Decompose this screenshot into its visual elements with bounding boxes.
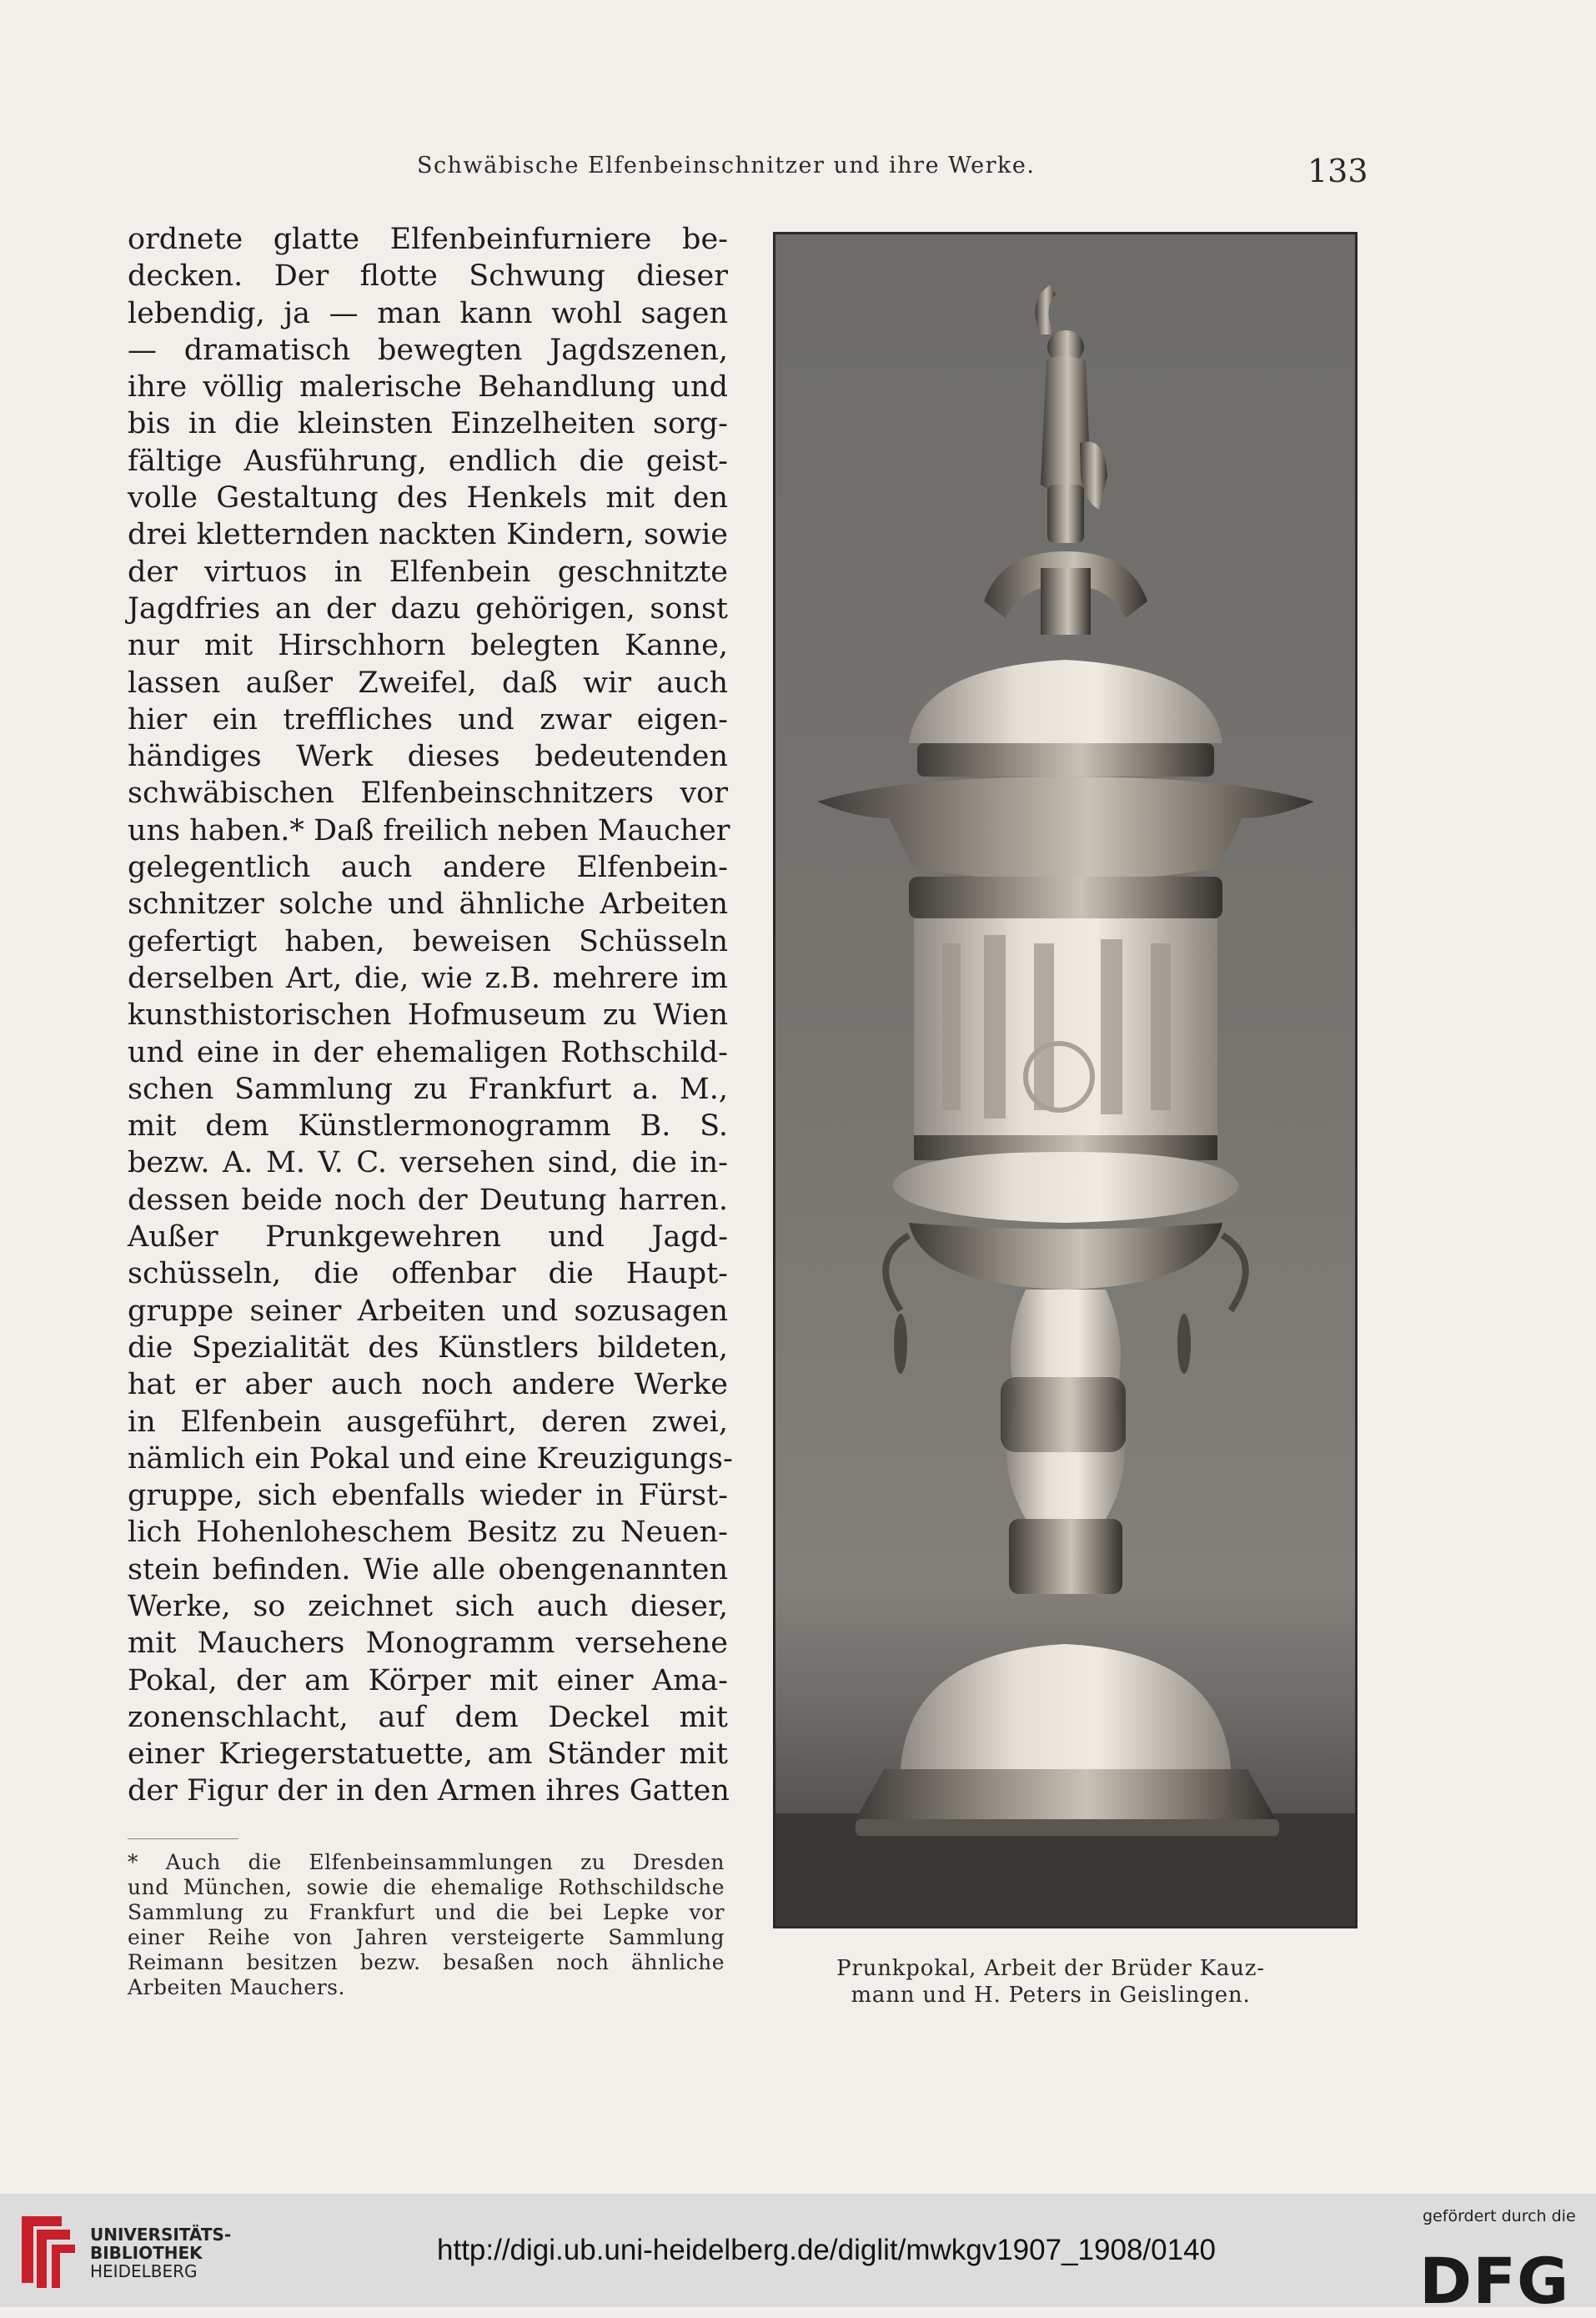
body-line: schen Sammlung zu Frankfurt a. M., <box>128 1072 728 1106</box>
body-line: decken. Der flotte Schwung dieser <box>128 259 728 294</box>
body-line: Werke, so zeichnet sich auch dieser, <box>128 1589 728 1623</box>
body-line: derselben Art, die, wie z.B. mehrere im <box>128 961 728 995</box>
body-line: schüsseln, die offenbar die Haupt- <box>128 1257 728 1291</box>
body-line: gefertigt haben, beweisen Schüsseln <box>128 924 728 958</box>
footnote-line: und München, sowie die ehemalige Rothschildsche <box>128 1875 725 1899</box>
running-header: Schwäbische Elfenbeinschnitzer und ihre Werke. <box>417 153 1036 179</box>
goblet-photograph <box>773 232 1358 1928</box>
body-line: lassen außer Zweifel, daß wir auch <box>128 666 728 700</box>
body-line: stein befinden. Wie alle obengenannten <box>128 1552 728 1586</box>
ub-heidelberg-logo-icon[interactable] <box>15 2208 78 2291</box>
body-line: uns haben.* Daß freilich neben Maucher <box>128 813 730 847</box>
library-name[interactable] <box>90 2225 231 2280</box>
body-line: Jagdfries an der dazu gehörigen, sonst <box>128 591 728 626</box>
body-line: mit dem Künstlermonogramm B. S. <box>128 1109 728 1144</box>
figure-caption <box>817 1955 1284 2009</box>
library-name-line: BIBLIOTHEK <box>90 2243 203 2263</box>
caption-line: mann und H. Peters in Geislingen. <box>851 1983 1251 2008</box>
body-line: lich Hohenloheschem Besitz zu Neuen- <box>128 1516 728 1550</box>
body-line: bis in die kleinsten Einzelheiten sorg- <box>128 407 728 441</box>
body-line: dessen beide noch der Deutung harren. <box>128 1183 728 1217</box>
body-line: — dramatisch bewegten Jagdszenen, <box>128 333 728 367</box>
footnote-line: Arbeiten Mauchers. <box>128 1975 345 1999</box>
footnote-line: Sammlung zu Frankfurt und die bei Lepke vor <box>128 1900 725 1924</box>
body-line: schnitzer solche und ähnliche Arbeiten <box>128 887 728 922</box>
body-line: mit Mauchers Monogramm versehene <box>128 1627 728 1661</box>
body-line: der Figur der in den Armen ihres Gatten <box>128 1774 730 1808</box>
body-line: drei kletternden nackten Kindern, sowie <box>128 518 728 552</box>
body-line: in Elfenbein ausgeführt, deren zwei, <box>128 1405 728 1439</box>
body-line: bezw. A. M. V. C. versehen sind, die in- <box>128 1146 728 1180</box>
body-line: lebendig, ja — man kann wohl sagen <box>128 296 728 330</box>
library-name-line: UNIVERSITÄTS- <box>90 2225 232 2245</box>
body-line: volle Gestaltung des Henkels mit den <box>128 481 728 515</box>
library-name-line: HEIDELBERG <box>90 2261 198 2281</box>
body-line: einer Kriegerstatuette, am Ständer mit <box>128 1737 728 1772</box>
body-line: hat er aber auch noch andere Werke <box>128 1368 728 1402</box>
funding-label: gefördert durch die <box>1423 2207 1576 2225</box>
body-line: fältige Ausführung, endlich die geist- <box>128 444 728 478</box>
footnote-line: Reimann besitzen bezw. besaßen noch ähnliche <box>128 1950 725 1974</box>
body-text-column <box>128 221 733 1810</box>
body-line: ihre völlig malerische Behandlung und <box>128 370 728 405</box>
body-line: schwäbischen Elfenbeinschnitzers vor <box>128 777 728 811</box>
body-line: nur mit Hirschhorn belegten Kanne, <box>128 629 728 663</box>
body-line: zonenschlacht, auf dem Deckel mit <box>128 1700 728 1734</box>
body-line: händiges Werk dieses bedeutenden <box>128 740 728 774</box>
body-line: kunsthistorischen Hofmuseum zu Wien <box>128 998 728 1033</box>
body-line: der virtuos in Elfenbein geschnitzte <box>128 555 728 589</box>
body-line: nämlich ein Pokal und eine Kreuzigungs- <box>128 1441 733 1476</box>
footnote <box>128 1850 725 2000</box>
permalink-url[interactable]: http://digi.ub.uni-heidelberg.de/diglit/mwkgv1907_1908/0140 <box>437 2234 1216 2266</box>
body-line: Pokal, der am Körper mit einer Ama- <box>128 1663 728 1697</box>
body-line: gruppe, sich ebenfalls wieder in Fürst- <box>128 1479 728 1513</box>
body-line: und eine in der ehemaligen Rothschild- <box>128 1035 728 1069</box>
footnote-line: einer Reihe von Jahren versteigerte Sammlung <box>128 1925 725 1949</box>
body-line: Außer Prunkgewehren und Jagd- <box>128 1220 728 1255</box>
body-line: gruppe seiner Arbeiten und sozusagen <box>128 1294 728 1328</box>
footnote-divider <box>128 1838 238 1839</box>
body-line: ordnete glatte Elfenbeinfurniere be- <box>128 223 728 256</box>
body-line: hier ein treffliches und zwar eigen- <box>128 702 728 737</box>
dfg-logo[interactable]: DFG <box>1419 2244 1570 2318</box>
caption-line: Prunkpokal, Arbeit der Brüder Kauz- <box>836 1956 1265 1981</box>
footnote-line: * Auch die Elfenbeinsammlungen zu Dresden <box>128 1850 725 1874</box>
body-line: gelegentlich auch andere Elfenbein- <box>128 851 728 885</box>
body-line: die Spezialität des Künstlers bildeten, <box>128 1330 728 1365</box>
page-number: 133 <box>1307 153 1368 189</box>
